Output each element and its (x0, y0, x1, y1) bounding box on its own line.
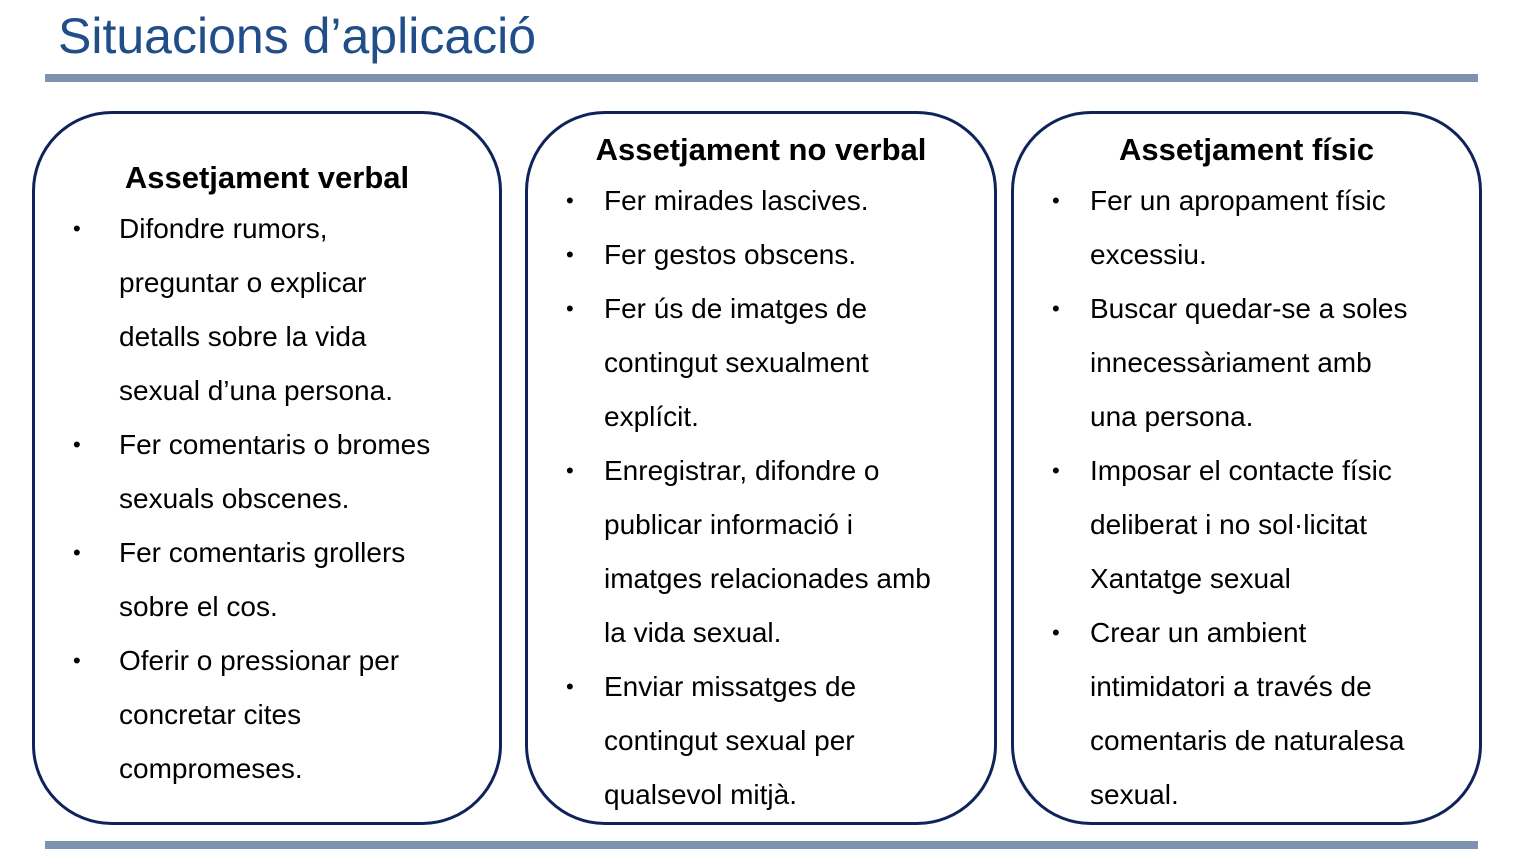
bullet-icon: • (566, 188, 574, 213)
list-item-text: sobre el cos. (119, 591, 278, 622)
list-item-text: la vida sexual. (604, 617, 782, 648)
bullet-icon: • (1052, 296, 1060, 321)
card-heading: Assetjament no verbal (595, 132, 927, 167)
list-item (566, 228, 984, 282)
list-item-text: Fer mirades lascives. (604, 185, 869, 216)
list-item (566, 282, 984, 444)
bullet-icon: • (73, 216, 81, 241)
list-item-text: detalls sobre la vida (119, 321, 367, 352)
bullet-list (73, 202, 499, 796)
bullet-icon: • (566, 242, 574, 267)
list-item-text: Crear un ambient (1090, 617, 1307, 648)
list-item-text: Imposar el contacte físic (1090, 455, 1392, 486)
list-item-text: Buscar quedar-se a soles (1090, 293, 1408, 324)
list-item-text: Oferir o pressionar per (119, 645, 400, 676)
list-item-text: Fer comentaris grollers (119, 537, 406, 568)
bullet-icon: • (1052, 620, 1060, 645)
list-item-text: publicar informació i (604, 509, 853, 540)
list-item-text: Difondre rumors, (119, 213, 328, 244)
list-item (1052, 282, 1480, 444)
bullet-list (1052, 174, 1480, 822)
list-item-text: Fer comentaris o bromes (119, 429, 431, 460)
bullet-icon: • (73, 648, 81, 673)
list-item-text: comentaris de naturalesa (1090, 725, 1405, 756)
list-item-text: Enregistrar, difondre o (604, 455, 880, 486)
list-item (73, 634, 499, 796)
list-item (1052, 444, 1480, 606)
list-item (73, 526, 499, 634)
bullet-icon: • (1052, 188, 1060, 213)
list-item-text: innecessàriament amb (1090, 347, 1372, 378)
list-item-text: intimidatori a través de (1090, 671, 1372, 702)
list-item-text: una persona. (1090, 401, 1254, 432)
list-item-text: concretar cites (119, 699, 302, 730)
list-item-text: compromeses. (119, 753, 303, 784)
list-item-text: Fer gestos obscens. (604, 239, 857, 270)
list-item-text: excessiu. (1090, 239, 1207, 270)
list-item-text: sexuals obscenes. (119, 483, 350, 514)
list-item (566, 444, 984, 660)
list-item-text: contingut sexualment (604, 347, 869, 378)
bullet-icon: • (73, 432, 81, 457)
list-item (566, 174, 984, 228)
list-item-text: sexual d’una persona. (119, 375, 393, 406)
list-item (1052, 606, 1480, 822)
card-physical-harassment (1011, 111, 1482, 825)
page-title: Situacions d’aplicació (58, 8, 537, 64)
list-item-text: Enviar missatges de (604, 671, 857, 702)
card-heading: Assetjament verbal (124, 160, 410, 195)
list-item-text: imatges relacionades amb (604, 563, 931, 594)
card-nonverbal-harassment (525, 111, 997, 825)
bullet-icon: • (73, 540, 81, 565)
top-divider (45, 74, 1478, 82)
list-item-text: Fer ús de imatges de (604, 293, 868, 324)
list-item (73, 202, 499, 418)
list-item-text: contingut sexual per (604, 725, 855, 756)
bullet-icon: • (566, 296, 574, 321)
list-item-text: Xantatge sexual (1090, 563, 1291, 594)
list-item-text: deliberat i no sol·licitat (1090, 509, 1368, 540)
list-item (1052, 174, 1480, 282)
list-item (566, 660, 984, 822)
list-item (73, 418, 499, 526)
bullet-icon: • (1052, 458, 1060, 483)
bottom-divider (45, 841, 1478, 849)
list-item-text: sexual. (1090, 779, 1179, 810)
list-item-text: preguntar o explicar (119, 267, 367, 298)
bullet-list (566, 174, 984, 822)
card-verbal-harassment (32, 111, 502, 825)
card-heading: Assetjament físic (1119, 132, 1374, 167)
bullet-icon: • (566, 674, 574, 699)
list-item-text: qualsevol mitjà. (604, 779, 797, 810)
list-item-text: Fer un apropament físic (1090, 185, 1386, 216)
bullet-icon: • (566, 458, 574, 483)
list-item-text: explícit. (604, 401, 699, 432)
